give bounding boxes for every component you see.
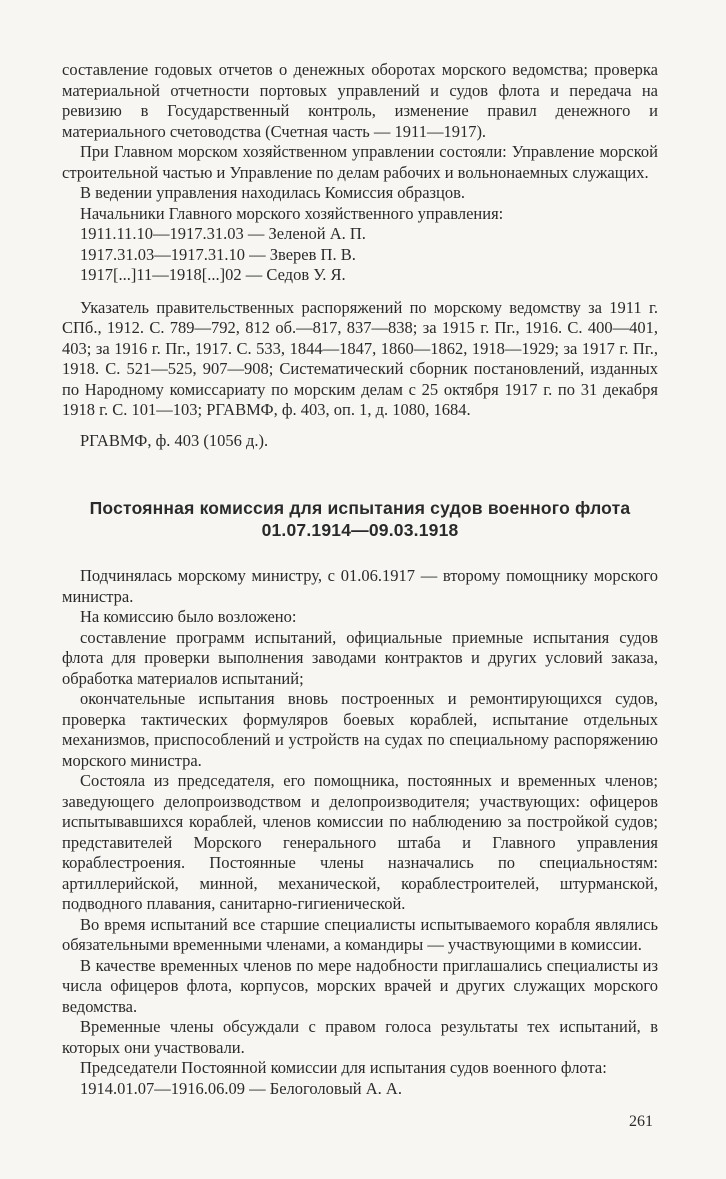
paragraph: Подчинялась морскому министру, с 01.06.1917 — второму помощнику морского министра.: [62, 566, 658, 606]
page-number: 261: [629, 1113, 653, 1130]
section-title-text: Постоянная комиссия для испытания судов военного флота: [89, 498, 631, 518]
section-title: [62, 497, 658, 541]
paragraph: Состояла из председателя, его помощника, постоянных и временных членов; заведующего делопроизводством и делопроизводителя; участвующих: офицеров испытывавшихся кораблей, членов комиссии по наблюдению за постройкой судов; представителей Морского генерального штаба и Главного управления кораблестроения. Постоянные члены назначались по специальностям: артиллерийской, минной, механической, кораблестроителей, штурманской, подводного плавания, санитарно-гигиенической.: [62, 771, 658, 913]
paragraph: составление программ испытаний, официальные приемные испытания судов флота для проверки выполнения заводами контрактов и других условий заказа, обработка материалов испытаний;: [62, 627, 658, 688]
paragraph: При Главном морском хозяйственном управлении состояли: Управление морской строительной частью и Управление по делам рабочих и вольнонаемных служащих.: [62, 142, 658, 182]
chief-entry: 1911.11.10—1917.31.03 — Зеленой А. П.: [80, 224, 366, 243]
paragraph: В ведении управления находилась Комиссия образцов.: [80, 183, 466, 202]
chair-entry: 1914.01.07—1916.06.09 — Белоголовый А. А.: [80, 1078, 402, 1098]
paragraph: Председатели Постоянной комиссии для испытания судов военного флота:: [80, 1058, 607, 1077]
paragraph: Временные члены обсуждали с правом голоса результаты тех испытаний, в которых они участвовали.: [62, 1017, 658, 1057]
section-body: [62, 566, 658, 1099]
paragraph: составление годовых отчетов о денежных оборотах морского ведомства; проверка материальной отчетности портовых управлений и судов флота и передача на ревизию в Государственный контроль, изменение правил денежного и материального счетоводства (Счетная часть — 1911—1917).: [62, 60, 658, 141]
chief-entry: 1917[...]11—1918[...]02 — Седов У. Я.: [80, 265, 346, 284]
paragraph: В качестве временных членов по мере надобности приглашались специалисты из числа офицеров флота, корпусов, морских врачей и других служащих морского ведомства.: [62, 955, 658, 1016]
paragraph: Во время испытаний все старшие специалисты испытываемого корабля являлись обязательными временными членами, а командиры — участвующими в комиссии.: [62, 914, 658, 954]
section-dates: 01.07.1914—09.03.1918: [261, 520, 459, 540]
paragraph: окончательные испытания вновь построенных и ремонтирующихся судов, проверка тактических формуляров боевых кораблей, испытание отдельных механизмов, приспособлений и устройств на судах по специальному распоряжению морского министра.: [62, 689, 658, 770]
chief-entry: 1917.31.03—1917.31.10 — Зверев П. В.: [80, 244, 356, 264]
chiefs-heading: Начальники Главного морского хозяйственного управления:: [80, 203, 504, 223]
paragraph: На комиссию было возложено:: [80, 607, 297, 626]
archive-reference: РГАВМФ, ф. 403 (1056 д.).: [80, 430, 269, 450]
references: Указатель правительственных распоряжений по морскому ведомству за 1911 г. СПб., 1912. С. 789—792, 812 об.—817, 837—838; за 1915 г. Пг., 1916. С. 400—401, 403; за 1916 г. Пг., 1917. С. 533, 1844—1847, 1860—1862, 1918—1929; за 1917 г. Пг., 1918. С. 521—525, 907—908; Систематический сборник постановлений, изданных по Народному комиссариату по морским делам с 25 октября 1917 г. по 31 декабря 1918 г. С. 101—103; РГАВМФ, ф. 403, оп. 1, д. 1080, 1684.: [62, 297, 658, 419]
